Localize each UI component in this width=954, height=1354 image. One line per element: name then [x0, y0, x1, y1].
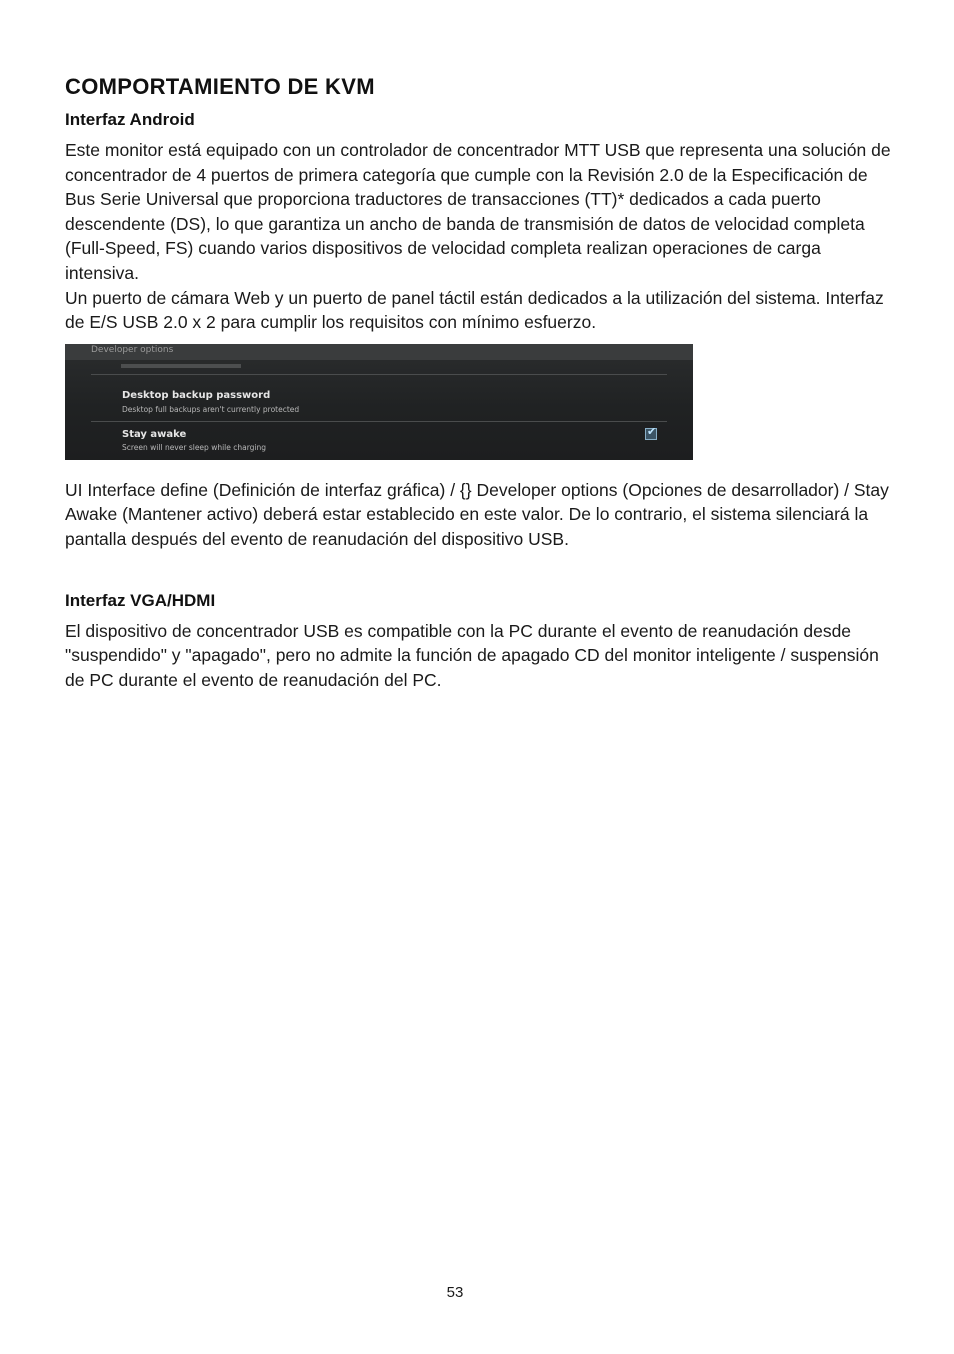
setting-title-stay-awake: Stay awake	[122, 428, 187, 440]
page-title: COMPORTAMIENTO DE KVM	[65, 74, 375, 99]
stay-awake-checkbox	[645, 424, 657, 440]
page-number: 53	[446, 1284, 464, 1301]
android-paragraph-3: UI Interface define (Definición de interfaz gráfica) / {} Developer options (Opciones de desarrollador) / Stay Awake (Mantener activo) deberá estar establecido en este valor. De lo contrario, el sistema silenciará la pantalla después del evento de reanudación del dispositivo USB.	[65, 479, 889, 549]
screenshot-divider	[91, 421, 667, 422]
setting-subtitle-backup-password: Desktop full backups aren't currently protected	[122, 404, 300, 414]
android-paragraph-1: Este monitor está equipado con un controlador de concentrador MTT USB que representa una solución de concentrador de 4 puertos de primera categoría que cumple con la Revisión 2.0 de la Especificación de Bus Serie Universal que proporciona traductores de transacciones (TT)* dedicados a cada puerto descendente (DS), lo que garantiza un ancho de banda de transmisión de datos de velocidad completa (Full-Speed, FS) cuando varios dispositivos de velocidad completa realizan operaciones de carga intensiva.	[65, 140, 891, 283]
screenshot-header-label: Developer options	[91, 344, 174, 355]
developer-options-screenshot	[65, 344, 693, 460]
section-title-vga-hdmi: Interfaz VGA/HDMI	[65, 590, 216, 610]
section-title-android: Interfaz Android	[65, 110, 195, 129]
android-paragraph-2: Un puerto de cámara Web y un puerto de panel táctil están dedicados a la utilización del sistema. Interfaz de E/S USB 2.0 x 2 para cumplir los requisitos con mínimo esfuerzo.	[65, 287, 884, 333]
setting-title-backup-password: Desktop backup password	[122, 389, 271, 401]
screenshot-partial-row	[121, 364, 241, 368]
checkmark-icon: ✔	[647, 424, 657, 438]
vga-paragraph: El dispositivo de concentrador USB es compatible con la PC durante el evento de reanudación desde "suspendido" y "apagado", pero no admite la función de apagado CD del monitor inteligente / suspensión de PC durante el evento de reanudación del PC.	[65, 620, 879, 690]
screenshot-divider	[91, 374, 667, 375]
page-content	[65, 72, 895, 692]
setting-subtitle-stay-awake: Screen will never sleep while charging	[122, 442, 267, 452]
screenshot-action-bar	[65, 344, 693, 360]
